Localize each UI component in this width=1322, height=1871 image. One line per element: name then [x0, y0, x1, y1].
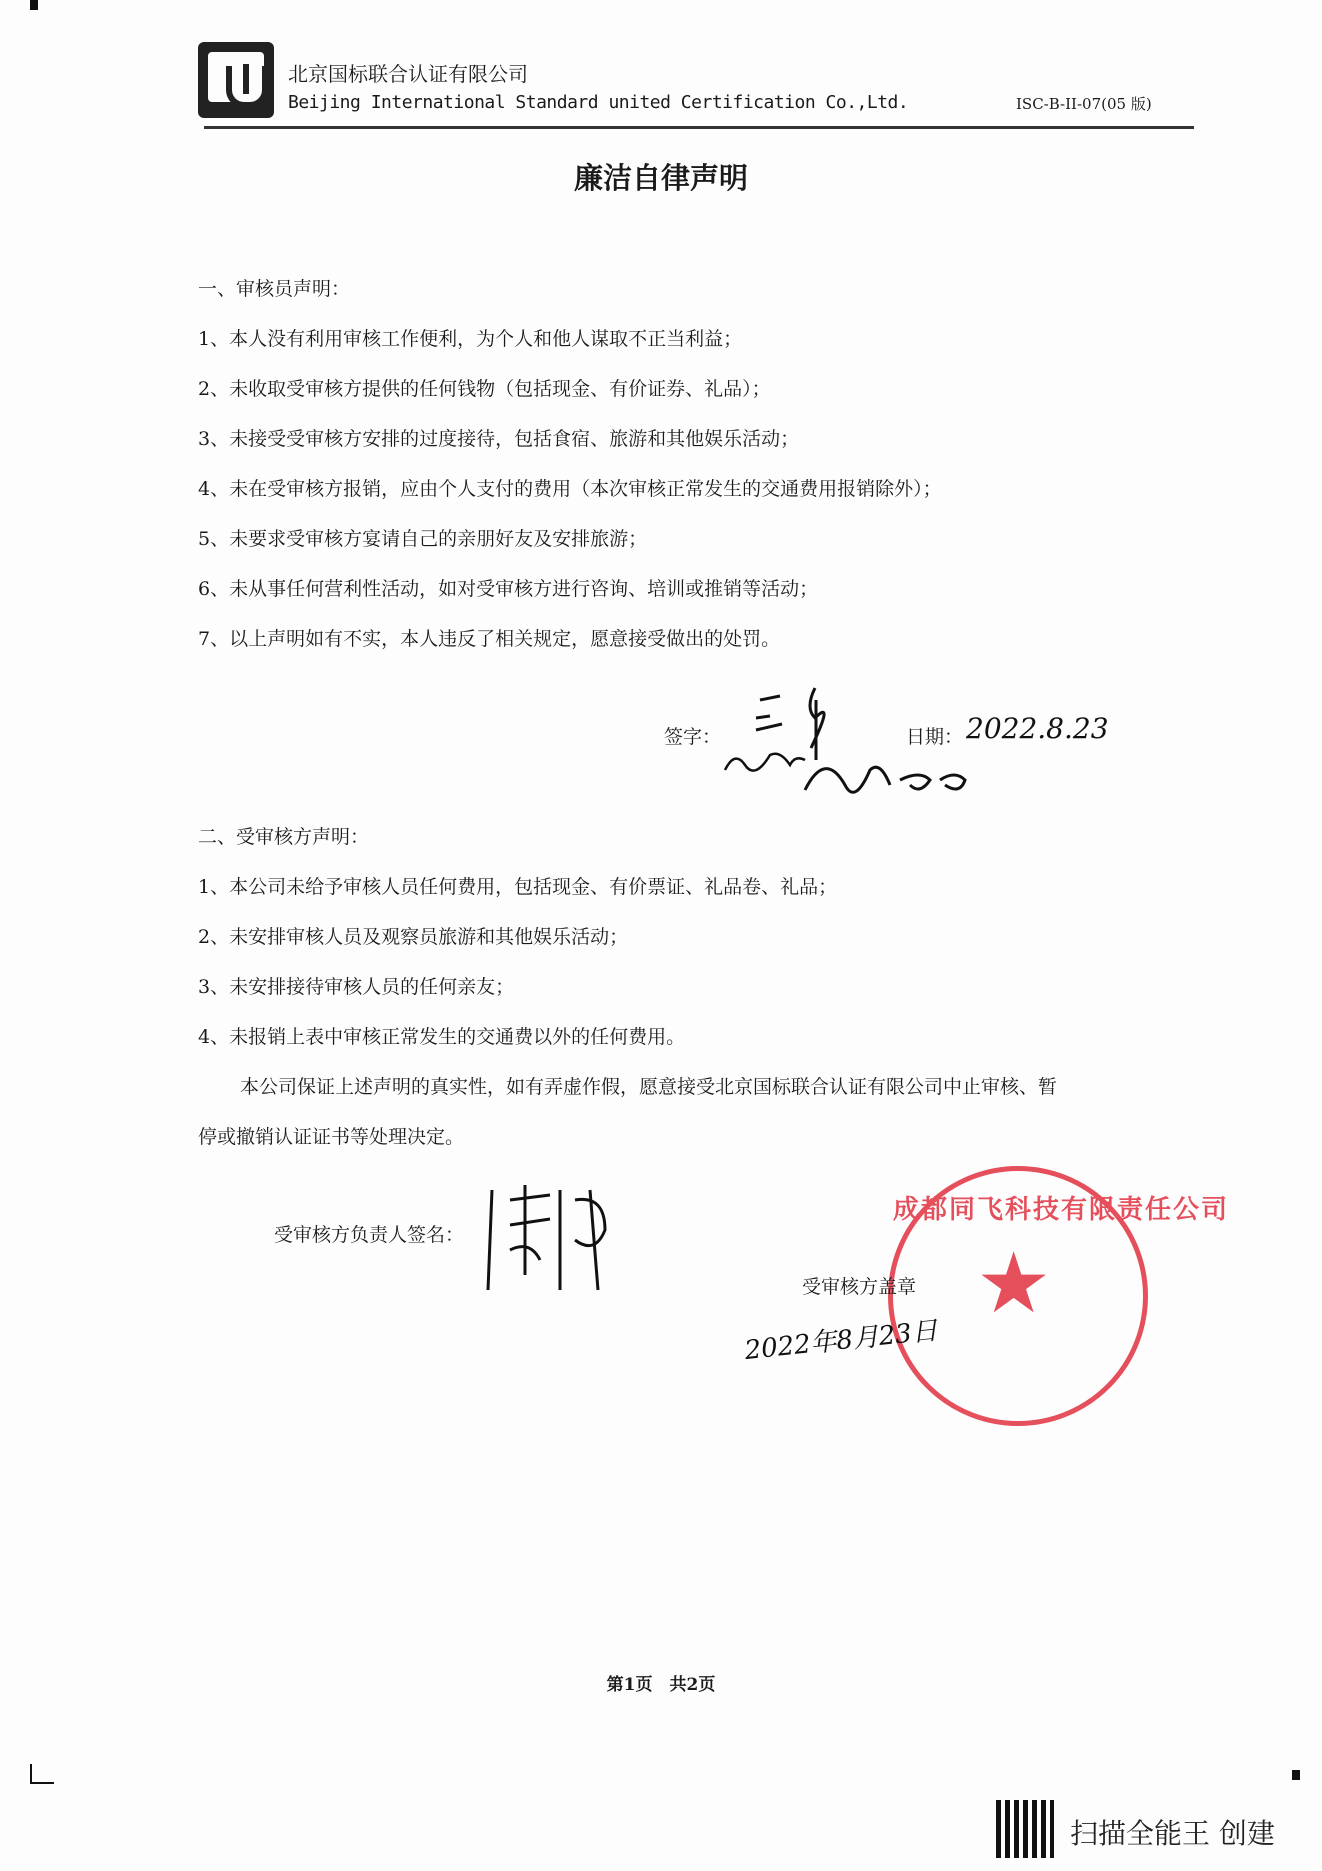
- star-icon: ★: [976, 1234, 1052, 1332]
- list-item: 3、未接受受审核方安排的过度接待，包括食宿、旅游和其他娱乐活动；: [198, 428, 800, 450]
- auditor-signatures: [720, 680, 980, 820]
- header-rule: [204, 126, 1194, 129]
- auditee-date: 2022年8月23日: [743, 1315, 940, 1367]
- company-name-cn: 北京国标联合认证有限公司: [288, 62, 528, 86]
- list-item: 3、未安排接待审核人员的任何亲友；: [198, 976, 515, 998]
- sign-label: 签字：: [664, 726, 722, 748]
- auditor-date: 2022.8.23: [966, 712, 1109, 745]
- list-item: 4、未报销上表中审核正常发生的交通费以外的任何费用。: [198, 1026, 686, 1048]
- list-item: 2、未安排审核人员及观察员旅游和其他娱乐活动；: [198, 926, 629, 948]
- form-code: ISC-B-II-07(05 版): [1016, 95, 1152, 113]
- scan-edge-mark: [30, 1764, 54, 1784]
- list-item: 2、未收取受审核方提供的任何钱物（包括现金、有价证券、礼品）；: [198, 378, 771, 400]
- company-seal: 成都同飞科技有限责任公司 ★: [888, 1166, 1148, 1426]
- list-item: 7、以上声明如有不实，本人违反了相关规定，愿意接受做出的处罚。: [198, 628, 781, 650]
- responsible-signature: [480, 1180, 630, 1300]
- list-item: 5、未要求受审核方宴请自己的亲朋好友及安排旅游；: [198, 528, 648, 550]
- auditee-heading: 二、受审核方声明：: [198, 826, 370, 848]
- list-item: 4、未在受审核方报销，应由个人支付的费用（本次审核正常发生的交通费用报销除外）；: [198, 478, 942, 500]
- company-logo: [198, 42, 274, 118]
- commitment-paragraph-cont: 停或撤销认证证书等处理决定。: [198, 1126, 465, 1148]
- auditor-heading: 一、审核员声明：: [198, 278, 351, 300]
- list-item: 1、本公司未给予审核人员任何费用，包括现金、有价票证、礼品卷、礼品；: [198, 876, 838, 898]
- scan-edge-mark: [1292, 1770, 1300, 1780]
- list-item: 1、本人没有利用审核工作便利，为个人和他人谋取不正当利益；: [198, 328, 743, 350]
- date-label: 日期：: [906, 726, 964, 748]
- scanner-watermark: 扫描全能王 创建: [1070, 1817, 1275, 1850]
- scan-edge-mark: [30, 0, 38, 10]
- page-number: 第1页 共2页: [606, 1675, 716, 1695]
- company-name-en: Beijing International Standard united Certification Co.,Ltd.: [288, 92, 909, 113]
- stamp-label: 受审核方盖章: [802, 1276, 917, 1298]
- page-title: 廉洁自律声明: [573, 161, 748, 195]
- commitment-paragraph: 本公司保证上述声明的真实性，如有弄虚作假，愿意接受北京国标联合认证有限公司中止审核、暂: [240, 1076, 1058, 1098]
- qr-code-icon: [996, 1800, 1054, 1858]
- responsible-sign-label: 受审核方负责人签名：: [274, 1224, 465, 1246]
- list-item: 6、未从事任何营利性活动，如对受审核方进行咨询、培训或推销等活动；: [198, 578, 819, 600]
